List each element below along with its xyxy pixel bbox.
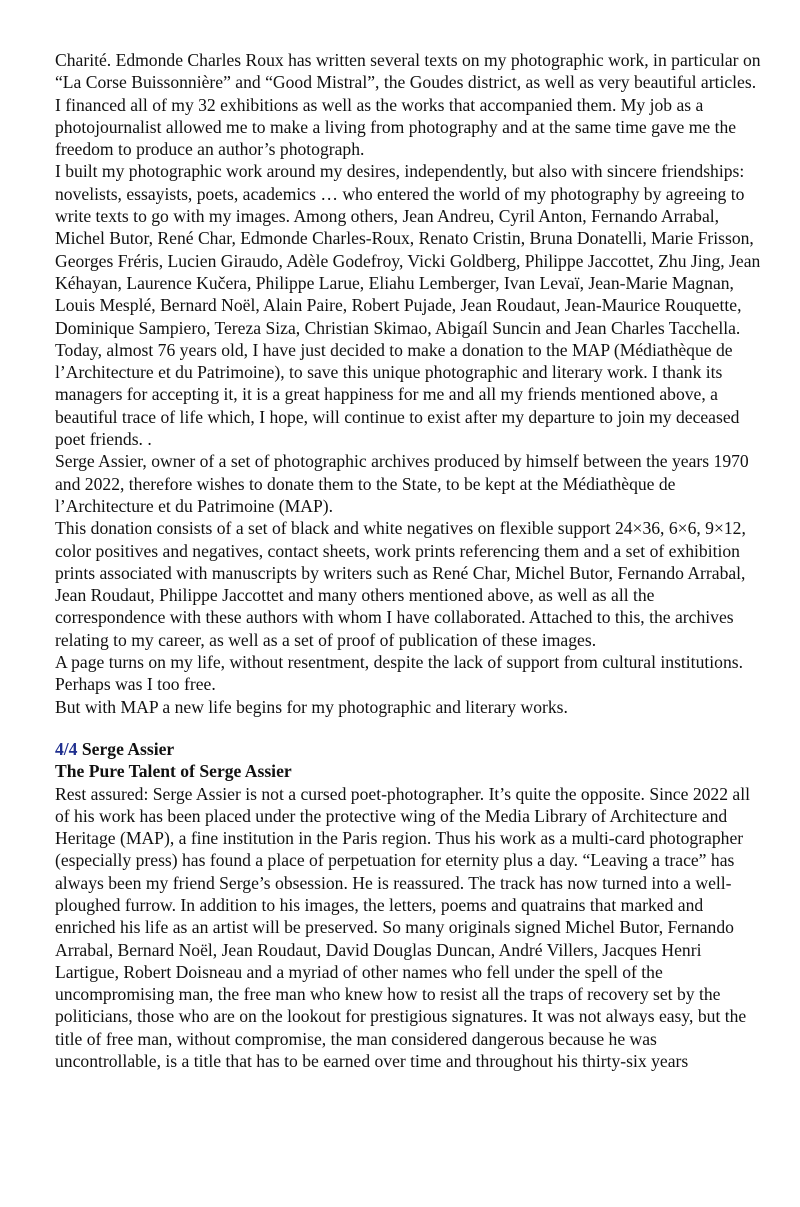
paragraph-page-turns: A page turns on my life, without resentment, despite the lack of support from cultural institutions. Perhaps was I too free. [55, 652, 743, 695]
paragraph-donation-contents: This donation consists of a set of black and white negatives on flexible support 24×36, 6×6, 9×12, color positives and negatives, contact sheets, work prints referencing them and a set of exhibition prints associated with manuscripts by writers such as René Char, Michel Butor, Fernando Arrabal, Jean Roudaut, Philippe Jaccottet and many others mentioned above, as well as all the correspondence with these authors with whom I have collaborated. Attached to this, the archives relating to my career, as well as a set of proof of publication of these images. [55, 518, 746, 650]
paragraph-donation-decision: Today, almost 76 years old, I have just decided to make a donation to the MAP (Médiathèque de l’Architecture et du Patrimoine), to save this unique photographic and literary work. I thank its managers for accepting it, it is a great happiness for me and all my friends mentioned above, a beautiful trace of life which, I hope, will continue to exist after my departure to join my deceased poet friends. . [55, 339, 740, 450]
paragraph-friendships: I built my photographic work around my desires, independently, but also with sincere friendships: novelists, essayists, poets, academics … who entered the world of my photography by agreeing to write texts to go with my images. Among others, Jean Andreu, Cyril Anton, Fernando Arrabal, Michel Butor, René Char, Edmonde Charles-Roux, Renato Cristin, Bruna Donatelli, Marie Frisson, Georges Fréris, Lucien Giraudo, Adèle Godefroy, Vicki Goldberg, Philippe Jaccottet, Zhu Jing, Jean Kéhayan, Laurence Kučera, Philippe Larue, Eliahu Lemberger, Ivan Levaï, Jean-Marie Magnan, Louis Mesplé, Bernard Noël, Alain Paire, Robert Pujade, Jean Roudaut, Jean-Maurice Rouquette, Dominique Sampiero, Tereza Siza, Christian Skimao, Abigaíl Suncin and Jean Charles Tacchella. [55, 161, 761, 338]
section-number: 4/4 [55, 738, 78, 759]
section-title: The Pure Talent of Serge Assier [55, 761, 292, 782]
section-body: Rest assured: Serge Assier is not a cursed poet-photographer. It’s quite the opposite. Since 2022 all of his work has been placed under the protective wing of the Media Library of Architecture and Heritage (MAP), a fine institution in the Paris region. Thus his work as a multi-card photographer (especially press) has found a place of perpetuation for eternity plus a day. “Leaving a trace” has always been my friend Serge’s obsession. He is reassured. The track has now turned into a well-ploughed furrow. In addition to his images, the letters, poems and quatrains that marked and enriched his life as an artist will be preserved. So many originals signed Michel Butor, Fernando Arrabal, Bernard Noël, Jean Roudaut, David Douglas Duncan, André Villers, Jacques Henri Lartigue, Robert Doisneau and a myriad of other names who fell under the spell of the uncompromising man, the free man who knew how to resist all the traps of recovery set by the politicians, those who are on the lookout for prestigious signatures. It was not always easy, but the title of free man, without compromise, the man considered dangerous because he was uncontrollable, is a title that has to be earned over time and throughout his thirty-six years [55, 783, 750, 1072]
document-page [55, 49, 767, 1072]
paragraph-charite: Charité. Edmonde Charles Roux has written several texts on my photographic work, in particular on “La Corse Buissonnière” and “Good Mistral”, the Goudes district, as well as very beautiful articles. [55, 50, 761, 93]
section-author: Serge Assier [81, 738, 175, 759]
section-header [55, 738, 767, 760]
section-spacer [55, 718, 767, 738]
paragraph-archives-owner: Serge Assier, owner of a set of photographic archives produced by himself between the years 1970 and 2022, therefore wishes to donate them to the State, to be kept at the Médiathèque de l’Architecture et du Patrimoine (MAP). [55, 451, 749, 516]
paragraph-new-life: But with MAP a new life begins for my photographic and literary works. [55, 696, 568, 717]
paragraph-exhibitions: I financed all of my 32 exhibitions as well as the works that accompanied them. My job as a photojournalist allowed me to make a living from photography and at the same time gave me the freedom to produce an author’s photograph. [55, 94, 737, 160]
